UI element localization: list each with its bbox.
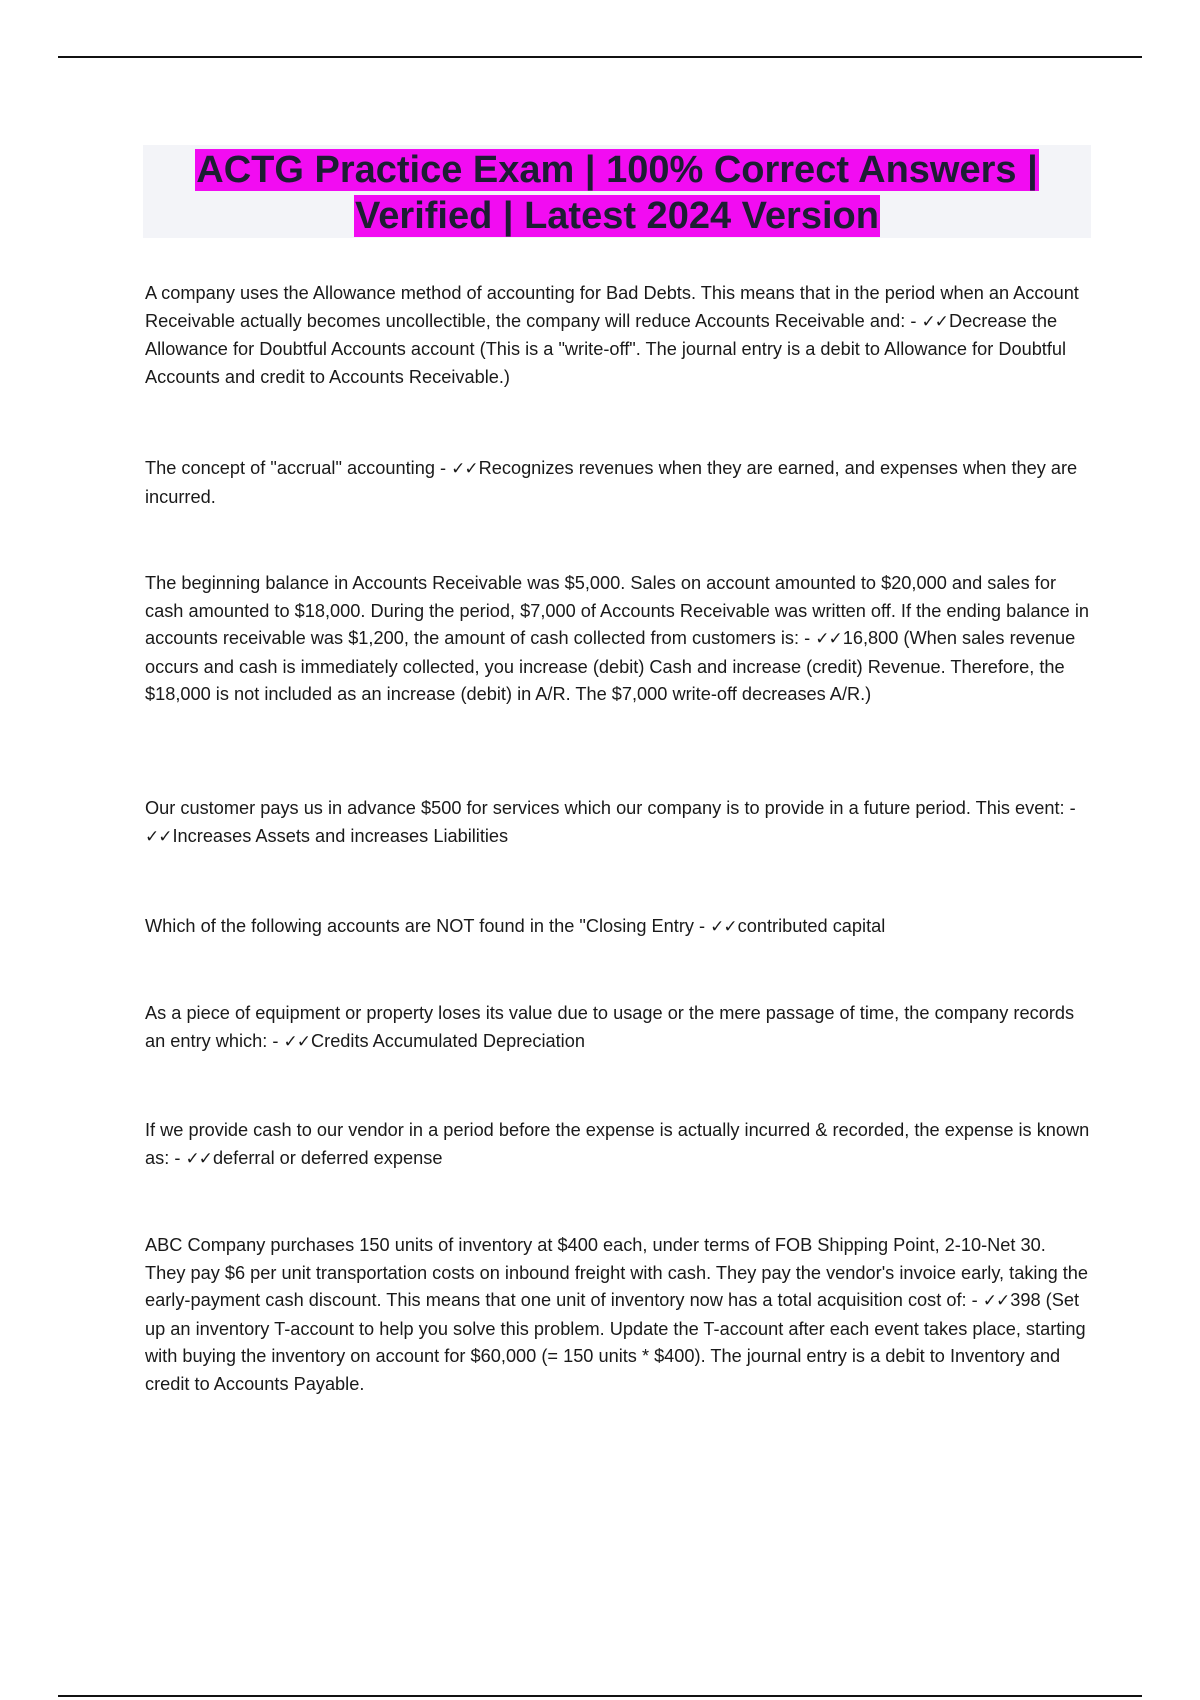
question-text: The concept of "accrual" accounting [145,458,435,478]
bottom-rule [58,1695,1142,1697]
title-line-2: Verified | Latest 2024 Version [355,195,879,237]
separator: - [799,628,816,648]
page-title [195,147,1038,239]
answer-text: contributed capital [737,916,886,936]
answer-text: Decrease the Allowance for Doubtful Accounts account (This is a "write-off". The journal entry is a debit to Allowance for Doubtful Accounts and credit to Accounts Receivable.) [145,310,1067,387]
separator: - [434,458,452,478]
separator: - [267,1030,284,1051]
separator: - [169,1147,186,1168]
double-check-icon: ✓✓ [982,1291,1010,1311]
qa-item-3 [145,570,1090,709]
double-check-icon: ✓✓ [815,629,842,649]
qa-item-1 [145,280,1090,391]
answer-text: 398 (Set up an inventory T-account to help you solve this problem. Update the T-account after each event takes place, starting with buying the inventory on account for $60,000 (= 150 units * $400). The journal entry is a debit to Inventory and credit to Accounts Payable. [145,1290,1086,1394]
double-check-icon: ✓✓ [451,459,478,479]
separator: - [966,1290,983,1310]
answer-text: Recognizes revenues when they are earned, and expenses when they are incurred. [145,458,1078,507]
answer-text: Credits Accumulated Depreciation [311,1030,585,1051]
qa-item-2 [145,455,1090,511]
qa-item-4 [145,795,1090,851]
question-text: Which of the following accounts are NOT found in the "Closing Entry [145,916,694,936]
question-text: As a piece of equipment or property loses its value due to usage or the mere passage of time, the company records an entry which: [145,1003,1075,1051]
question-text: ABC Company purchases 150 units of inventory at $400 each, under terms of FOB Shipping Point, 2-10-Net 30. They pay $6 per unit transportation costs on inbound freight with cash. They pay the vendor's invoice early, taking the early-payment cash discount. This means that one unit of inventory now has a total acquisition cost of: [145,1235,1089,1310]
qa-item-5 [145,913,885,942]
title-banner [143,145,1091,238]
separator: - [694,916,711,936]
question-text: The beginning balance in Accounts Receivable was $5,000. Sales on account amounted to $20,000 and sales for cash amounted to $18,000. During the period, $7,000 of Accounts Receivable was written off. If the ending balance in accounts receivable was $1,200, the amount of cash collected from customers is: [145,573,1090,648]
qa-item-6 [145,1000,1090,1056]
double-check-icon: ✓✓ [921,311,948,332]
qa-item-8 [145,1232,1090,1398]
question-text: Our customer pays us in advance $500 for services which our company is to provide in a future period. This event: [145,798,1065,818]
qa-item-7 [145,1117,1090,1173]
question-text: A company uses the Allowance method of accounting for Bad Debts. This means that in the period when an Account Receivable actually becomes uncollectible, the company will reduce Accounts Receivable and: [145,283,1079,331]
separator: - [1064,798,1076,818]
double-check-icon: ✓✓ [710,917,737,937]
double-check-icon: ✓✓ [185,1148,212,1169]
answer-text: Increases Assets and increases Liabilities [172,825,509,846]
separator: - [905,310,922,331]
top-rule [58,56,1142,58]
title-line-1: ACTG Practice Exam | 100% Correct Answers | [196,149,1038,191]
question-text: If we provide cash to our vendor in a period before the expense is actually incurred & recorded, the expense is known as: [145,1120,1090,1168]
answer-text: deferral or deferred expense [212,1147,443,1168]
double-check-icon: ✓✓ [283,1031,310,1052]
double-check-icon: ✓✓ [145,826,172,847]
answer-text: 16,800 (When sales revenue occurs and cash is immediately collected, you increase (debit) Cash and increase (credit) Revenue. Therefore, the $18,000 is not included as an increase (debit) in A/R. The $7,000 write-off decreases A/R.) [145,628,1076,704]
